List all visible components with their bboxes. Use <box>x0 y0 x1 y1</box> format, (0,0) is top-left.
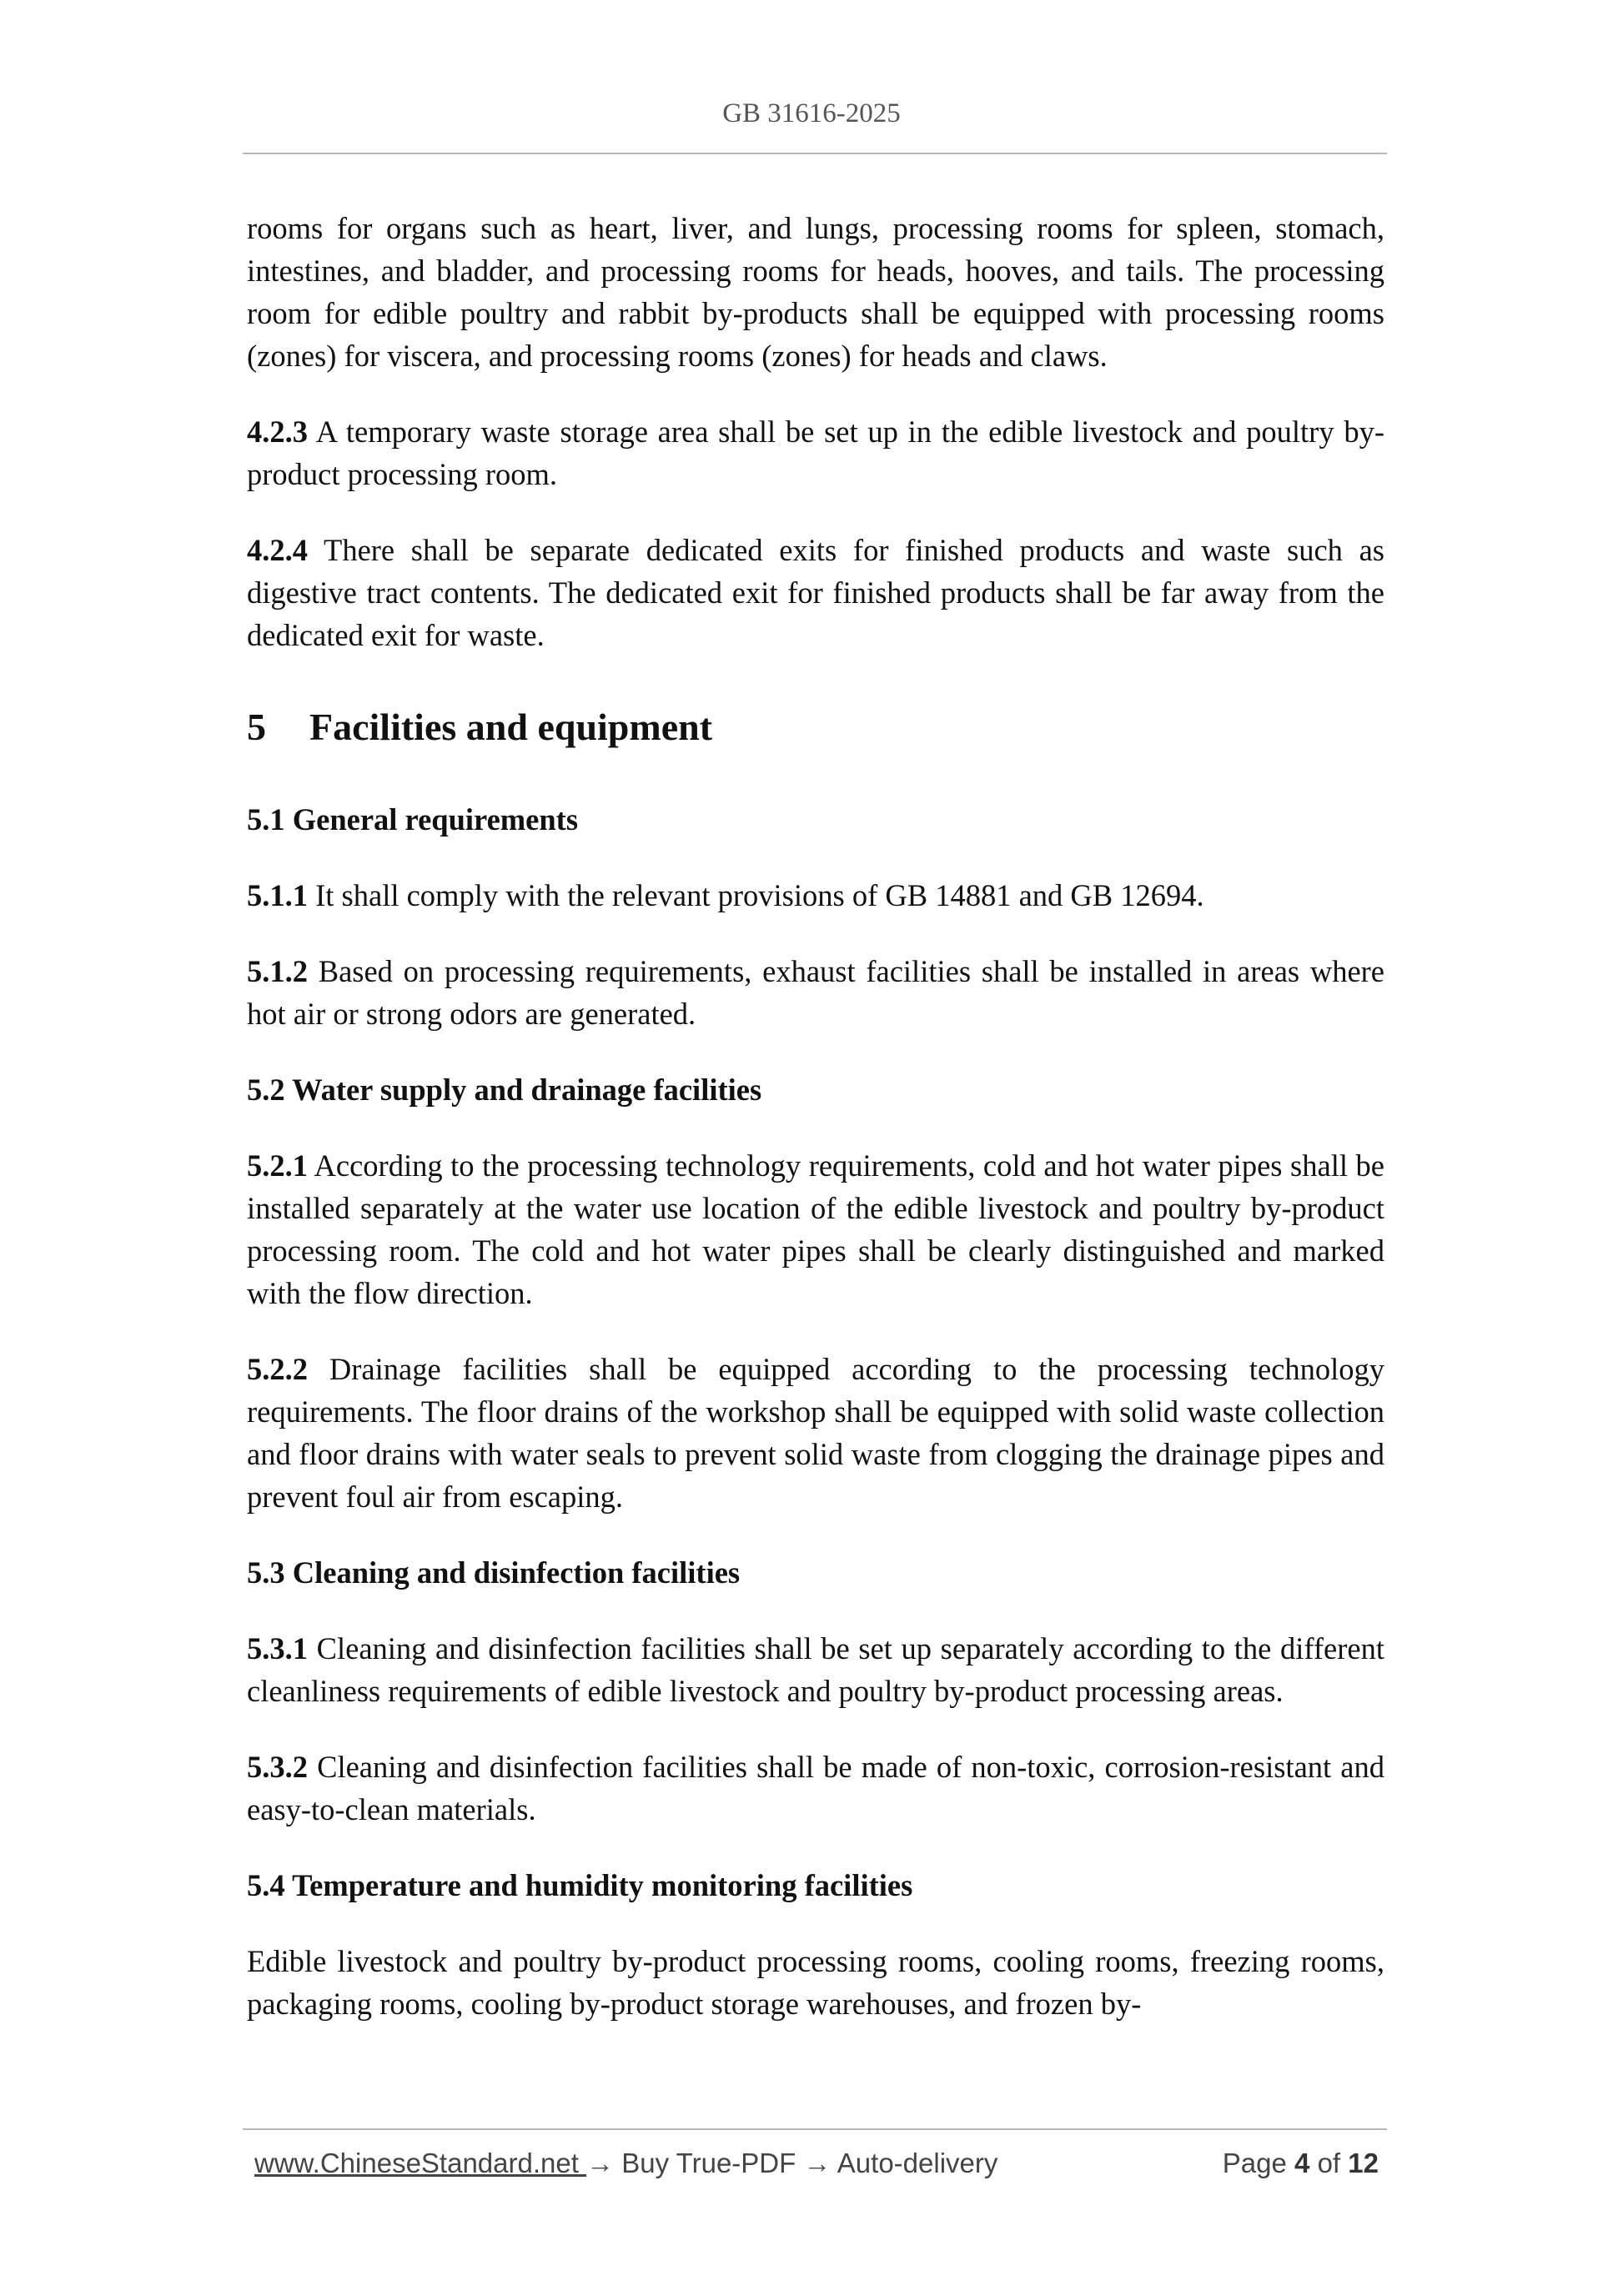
clause-5-3-2 <box>247 1746 1384 1831</box>
website-link[interactable]: www.ChineseStandard.net <box>254 2148 587 2178</box>
clause-text: Cleaning and disinfection facilities shall be made of non-toxic, corrosion-resistant and easy-to-clean materials. <box>247 1750 1384 1826</box>
clause-text: Cleaning and disinfection facilities shall be set up separately according to the different cleanliness requirements of edible livestock and poultry by-product processing areas. <box>247 1631 1384 1708</box>
section-heading-5-1: 5.1 General requirements <box>247 802 579 837</box>
clause-text: It shall comply with the relevant provisions of GB 14881 and GB 12694. <box>308 878 1204 912</box>
page-label: Page <box>1222 2148 1287 2178</box>
clause-text: A temporary waste storage area shall be set up in the edible livestock and poultry by-product processing room. <box>247 414 1384 491</box>
page-total: 12 <box>1348 2148 1379 2178</box>
section-heading-5-4: 5.4 Temperature and humidity monitoring facilities <box>247 1868 913 1902</box>
page-number <box>1223 2148 1379 2179</box>
header-standard-code: GB 31616-2025 <box>722 98 901 128</box>
section-heading-5-2: 5.2 Water supply and drainage facilities <box>247 1073 762 1107</box>
chapter-heading <box>247 702 1384 752</box>
chapter-number: 5 <box>247 706 266 748</box>
paragraph-intro: rooms for organs such as heart, liver, and lungs, processing rooms for spleen, stomach, intestines, and bladder, and processing rooms for heads, hooves, and tails. The processing room for edible poultry and rabbit by-products shall be equipped with processing rooms (zones) for viscera, and processing rooms (zones) for heads and claws. <box>247 211 1384 373</box>
arrow-right-icon: → <box>803 2148 832 2178</box>
of-label: of <box>1317 2148 1341 2178</box>
buy-true-pdf-text: Buy True-PDF <box>614 2148 804 2178</box>
clause-text: According to the processing technology requirements, cold and hot water pipes shall be installed separately at the water use location of the edible livestock and poultry by-product processing room. The cold and hot water pipes shall be clearly distinguished and marked with the flow direction. <box>247 1148 1384 1310</box>
clause-text: Drainage facilities shall be equipped according to the processing technology requirements. The floor drains of the workshop shall be equipped with solid waste collection and floor drains with water seals to prevent solid waste from clogging the drainage pipes and prevent foul air from escaping. <box>247 1352 1384 1514</box>
page-footer <box>254 2148 1379 2189</box>
section-heading-5-3: 5.3 Cleaning and disinfection facilities <box>247 1555 741 1590</box>
auto-delivery-text: Auto-delivery <box>831 2148 998 2178</box>
clause-text: Based on processing requirements, exhaust facilities shall be installed in areas where hot air or strong odors are generated. <box>247 954 1384 1031</box>
clause-number: 5.2.1 <box>247 1148 308 1183</box>
footer-divider <box>243 2128 1387 2130</box>
chapter-title: Facilities and equipment <box>309 706 713 748</box>
clause-number: 5.1.2 <box>247 954 308 988</box>
clause-5-1-1 <box>247 874 1384 917</box>
clause-4-2-4 <box>247 529 1384 656</box>
clause-number: 5.3.2 <box>247 1750 308 1784</box>
clause-number: 5.1.1 <box>247 878 308 912</box>
arrow-right-icon: → <box>586 2148 615 2178</box>
clause-number: 4.2.3 <box>247 414 308 449</box>
clause-5-2-1 <box>247 1144 1384 1314</box>
page-body <box>247 207 1384 2058</box>
clause-4-2-3 <box>247 410 1384 495</box>
clause-number: 4.2.4 <box>247 533 308 567</box>
clause-number: 5.2.2 <box>247 1352 308 1386</box>
clause-number: 5.3.1 <box>247 1631 308 1665</box>
paragraph-5-4: Edible livestock and poultry by-product processing rooms, cooling rooms, freezing rooms, packaging rooms, cooling by-product storage warehouses, and frozen by- <box>247 1944 1384 2021</box>
clause-5-3-1 <box>247 1627 1384 1712</box>
clause-5-1-2 <box>247 950 1384 1035</box>
page-current: 4 <box>1294 2148 1310 2178</box>
footer-links <box>254 2148 997 2179</box>
clause-5-2-2 <box>247 1348 1384 1518</box>
clause-text: There shall be separate dedicated exits for finished products and waste such as digestive tract contents. The dedicated exit for finished products shall be far away from the dedicated exit for waste. <box>247 533 1384 652</box>
header-divider <box>243 153 1387 154</box>
